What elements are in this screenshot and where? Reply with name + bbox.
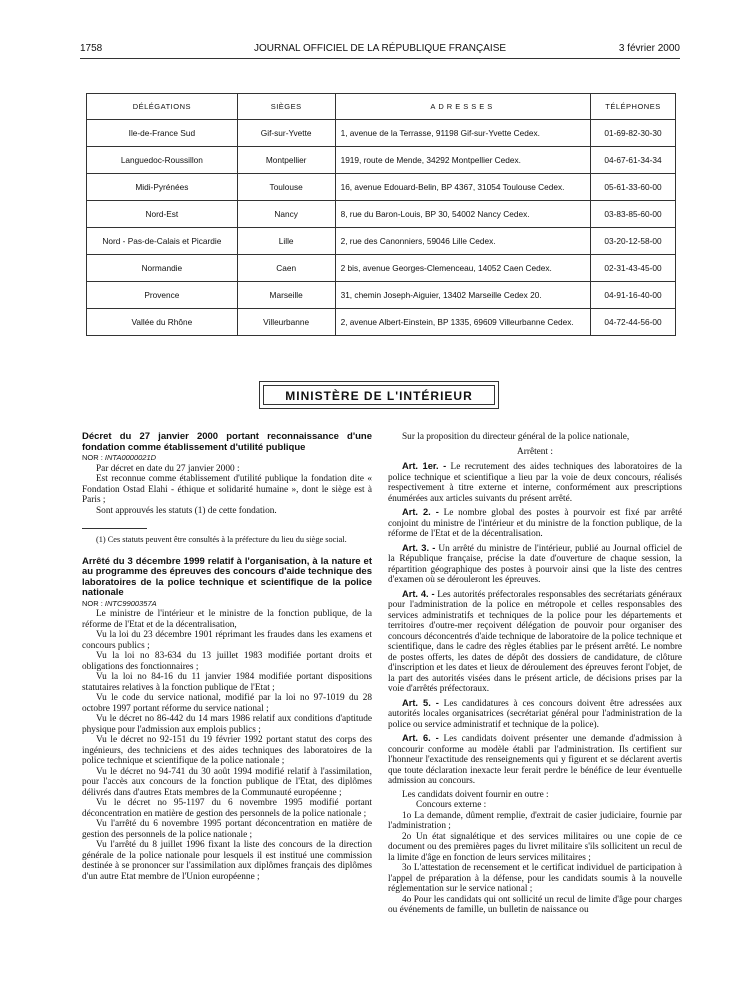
table-row <box>87 282 676 309</box>
siege-cell: Toulouse <box>237 174 335 201</box>
siege-cell: Montpellier <box>237 147 335 174</box>
arrete-paragraph: Vu le décret no 94-741 du 30 août 1994 modifié relatif à l'assimilation, pour l'accès aux concours de la fonction publique de l'Etat, des diplômes délivrés dans d'autres Etats membres de la Communauté européenne ; <box>82 766 372 798</box>
address-cell: 1919, route de Mende, 34292 Montpellier Cedex. <box>335 147 590 174</box>
arrete-paragraph: Vu la loi no 83-634 du 13 juillet 1983 modifiée portant droits et obligations des fonctionnaires ; <box>82 651 372 672</box>
column-header-delegations: DÉLÉGATIONS <box>87 94 238 120</box>
right-column <box>388 432 682 916</box>
phone-cell: 04-67-61-34-34 <box>591 147 676 174</box>
delegation-cell: Nord-Est <box>87 201 238 228</box>
page-header <box>80 43 680 59</box>
left-column <box>82 432 372 882</box>
arrete-paragraph: Vu l'arrêté du 6 novembre 1995 portant déconcentration en matière de gestion des personnels de la police nationale ; <box>82 819 372 840</box>
column-header-sieges: SIÈGES <box>237 94 335 120</box>
footnote: (1) Ces statuts peuvent être consultés à la préfecture du lieu du siège social. <box>96 535 347 544</box>
address-cell: 2 bis, avenue Georges-Clemenceau, 14052 Caen Cedex. <box>335 255 590 282</box>
siege-cell: Gif-sur-Yvette <box>237 120 335 147</box>
ministry-heading: MINISTÈRE DE L'INTÉRIEUR <box>263 385 495 405</box>
documents-intro: Les candidats doivent fournir en outre : <box>402 789 549 800</box>
arrete-paragraph: Vu le code du service national, modifié par la loi no 97-1019 du 28 octobre 1997 portant réforme du service national ; <box>82 693 372 714</box>
table-row <box>87 120 676 147</box>
phone-cell: 01-69-82-30-30 <box>591 120 676 147</box>
concours-externe-heading: Concours externe : <box>416 800 487 810</box>
decree-nor: NOR : INTA0000021D <box>82 453 157 462</box>
page-number: 1758 <box>80 43 103 54</box>
siege-cell: Nancy <box>237 201 335 228</box>
address-cell: 2, rue des Canonniers, 59046 Lille Cedex. <box>335 228 590 255</box>
article-1: Art. 1er. - Le recrutement des aides techniques des laboratoires de la police technique et scientifique a lieu par la voie de deux concours, réalisés respectivement à titre externe et interne, conformément aux prescriptions énumérées aux articles suivants du présent arrêté. <box>388 461 682 504</box>
article-2: Art. 2. - Le nombre global des postes à pourvoir est fixé par arrêté conjoint du ministre de l'intérieur et du ministre de la fonction publique, de la réforme de l'Etat et de la décentralisation. <box>388 507 683 539</box>
header-rule <box>80 58 680 59</box>
arrete-paragraph: Vu le décret no 92-151 du 19 février 1992 portant statut des corps des ingénieurs, des techniciens et des aides techniques des laboratoires de la police technique et scientifique de la police nationale ; <box>82 735 372 766</box>
arretent-heading: Arrêtent : <box>517 446 553 457</box>
arrete-title: Arrêté du 3 décembre 1999 relatif à l'organisation, à la nature et au programme des épreuves des concours d'aide technique des laboratoires de la police technique et scientifique de la police nationale <box>82 555 372 598</box>
siege-cell: Lille <box>237 228 335 255</box>
column-header-adresses: ADRESSES <box>335 94 590 120</box>
ministry-heading-box <box>259 381 499 409</box>
footnote-rule <box>82 528 147 529</box>
table-row <box>87 201 676 228</box>
article-4: Art. 4. - Les autorités préfectorales responsables des secrétariats généraux pour l'administration de la police en métropole et celles responsables des services administratifs et techniques de la police pour les départements et territoires d'outre-mer reçoivent délégation de pouvoir pour organiser des concours déconcentrés d'aide technique de laboratoire de la police technique et scientifique, dans le cadre des règles établies par le présent arrêté. Le nombre de postes offerts, les dates de dépôt des dossiers de candidature, de clôture d'inscription et les dates et lieux de déroulement des épreuves feront l'objet, de la part des autorités visées dans le présent article, de décisions prises par la voie d'arrêtés préfectoraux. <box>388 588 683 694</box>
siege-cell: Villeurbanne <box>237 309 335 336</box>
table-row <box>87 255 676 282</box>
journal-title: JOURNAL OFFICIEL DE LA RÉPUBLIQUE FRANÇAISE <box>253 43 507 54</box>
table-row <box>87 228 676 255</box>
delegation-cell: Normandie <box>87 255 238 282</box>
issue-date: 3 février 2000 <box>618 43 680 54</box>
delegation-cell: Midi-Pyrénées <box>87 174 238 201</box>
arrete-paragraph: Le ministre de l'intérieur et le ministre de la fonction publique, de la réforme de l'Etat et de la décentralisation, <box>82 609 372 630</box>
phone-cell: 04-91-16-40-00 <box>591 282 676 309</box>
siege-cell: Caen <box>237 255 335 282</box>
phone-cell: 04-72-44-56-00 <box>591 309 676 336</box>
delegation-cell: Ile-de-France Sud <box>87 120 238 147</box>
article-3: Art. 3. - Un arrêté du ministre de l'intérieur, publié au Journal officiel de la République française, précise la date d'ouverture de chaque session, la répartition géographique des postes à pourvoir ainsi que la liste des centres d'examen où se dérouleront les épreuves. <box>388 542 683 585</box>
list-item: 4o Pour les candidats qui ont sollicité un recul de limite d'âge pour charges ou événements de famille, un bulletin de naissance ou <box>388 894 682 915</box>
arrete-paragraph: Vu le décret no 95-1197 du 6 novembre 1995 modifié portant déconcentration en matière de gestion des personnels de la police nationale ; <box>82 798 372 819</box>
phone-cell: 03-83-85-60-00 <box>591 201 676 228</box>
address-cell: 31, chemin Joseph-Aiguier, 13402 Marseille Cedex 20. <box>335 282 590 309</box>
proposal-paragraph: Sur la proposition du directeur général de la police nationale, <box>402 432 630 442</box>
delegation-cell: Provence <box>87 282 238 309</box>
arrete-paragraph: Vu l'arrêté du 8 juillet 1996 fixant la liste des concours de la direction générale de la police nationale pour lesquels il est institué une commission destinée à se prononcer sur l'assimilation aux diplômes français des diplômes d'un autre Etat membre de l'Union européenne ; <box>82 840 372 882</box>
column-header-telephones: TÉLÉPHONES <box>591 94 676 120</box>
table-row <box>87 309 676 336</box>
table-row <box>87 147 676 174</box>
table-row <box>87 174 676 201</box>
phone-cell: 02-31-43-45-00 <box>591 255 676 282</box>
list-item: 2o Un état signalétique et des services militaires ou une copie de ce document ou des premières pages du livret militaire s'ils sollicitent un recul de la limite d'âge en fonction de leurs services militaires ; <box>388 831 682 863</box>
list-item: 3o L'attestation de recensement et le certificat individuel de participation à l'appel de préparation à la défense, pour les candidats soumis à la nouvelle réglementation sur le service national ; <box>388 863 682 894</box>
decree-paragraph: Est reconnue comme établissement d'utilité publique la fondation dite « Fondation Ostad Elahi - éthique et solidarité humaine », dont le siège est à Paris ; <box>82 474 372 505</box>
article-6: Art. 6. - Les candidats doivent présenter une demande d'admission à concourir conforme au modèle établi par l'administration. Ils certifient sur l'honneur l'exactitude des renseignements qui y figurent et se déclarent avertis que toute déclaration inexacte leur ferait perdre le bénéfice de leur éventuelle admission au concours. <box>388 733 682 786</box>
delegation-cell: Vallée du Rhône <box>87 309 238 336</box>
delegation-cell: Languedoc-Roussillon <box>87 147 238 174</box>
decree-title: Décret du 27 janvier 2000 portant reconnaissance d'une fondation comme établissement d'utilité publique <box>82 431 372 453</box>
siege-cell: Marseille <box>237 282 335 309</box>
address-cell: 16, avenue Edouard-Belin, BP 4367, 31054 Toulouse Cedex. <box>335 174 590 201</box>
delegations-table <box>86 93 676 336</box>
article-5: Art. 5. - Les candidatures à ces concours doivent être adressées aux autorités locales organisatrices (secrétariat général pour l'administration de la police ou service administratif et technique de la police). <box>388 697 682 730</box>
decree-paragraph: Sont approuvés les statuts (1) de cette fondation. <box>96 505 277 516</box>
phone-cell: 03-20-12-58-00 <box>591 228 676 255</box>
decree-paragraph: Par décret en date du 27 janvier 2000 : <box>96 463 240 474</box>
arrete-paragraph: Vu la loi du 23 décembre 1901 réprimant les fraudes dans les examens et concours publics ; <box>82 630 372 651</box>
delegation-cell: Nord - Pas-de-Calais et Picardie <box>87 228 238 255</box>
arrete-paragraph: Vu le décret no 86-442 du 14 mars 1986 relatif aux conditions d'aptitude physique pour l'admission aux emplois publics ; <box>82 714 372 735</box>
phone-cell: 05-61-33-60-00 <box>591 174 676 201</box>
arrete-paragraph: Vu la loi no 84-16 du 11 janvier 1984 modifiée portant dispositions statutaires relatives à la fonction publique de l'Etat ; <box>82 672 372 693</box>
table-header-row <box>87 94 676 120</box>
address-cell: 1, avenue de la Terrasse, 91198 Gif-sur-Yvette Cedex. <box>335 120 590 147</box>
arrete-nor: NOR : INTC9900357A <box>82 598 157 608</box>
list-item: 1o La demande, dûment remplie, d'extrait de casier judiciaire, fournie par l'administration ; <box>388 810 682 831</box>
address-cell: 2, avenue Albert-Einstein, BP 1335, 69609 Villeurbanne Cedex. <box>335 309 590 336</box>
address-cell: 8, rue du Baron-Louis, BP 30, 54002 Nancy Cedex. <box>335 201 590 228</box>
